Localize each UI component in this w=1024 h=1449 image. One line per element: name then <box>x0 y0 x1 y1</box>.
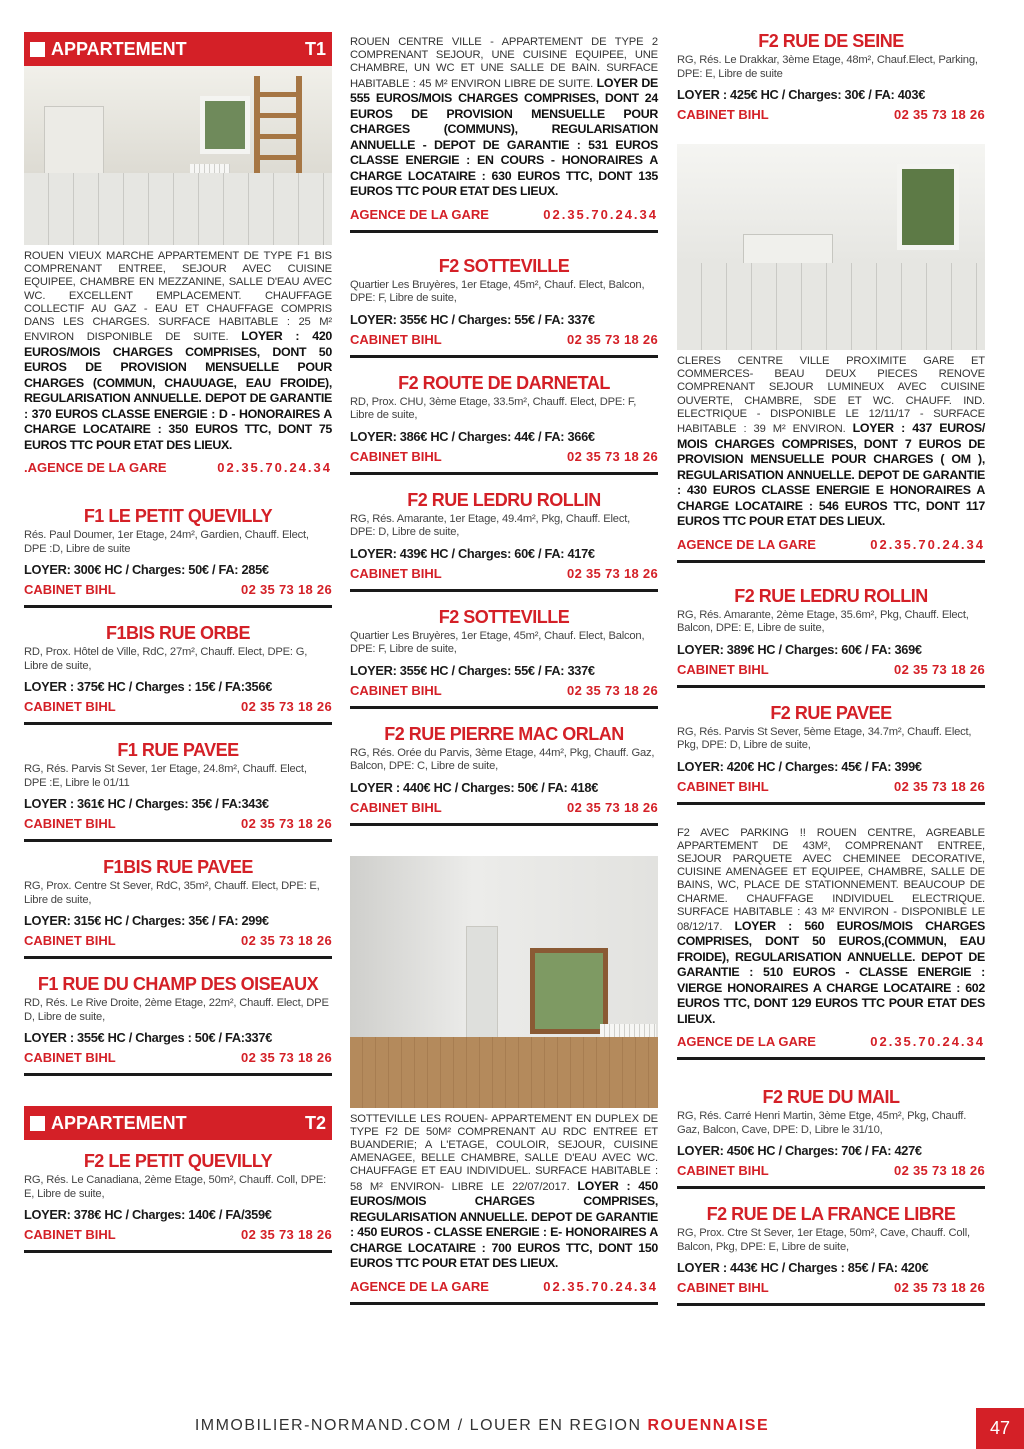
footer-site: IMMOBILIER-NORMAND.COM / LOUER EN REGION ROUENNAISE <box>194 1417 770 1434</box>
listing-title: F2 RUE PAVEE <box>770 702 892 723</box>
phone-number: 02 35 73 18 26 <box>567 682 658 698</box>
listing-details: RG, Rés. Orée du Parvis, 3ème Etage, 44m², Pkg, Chauff. Gaz, Balcon, DPE: C, Libre de suite, <box>350 746 655 773</box>
listing-card <box>24 505 332 608</box>
agency-name: CABINET BIHL <box>677 661 769 677</box>
phone-number: 02 35 73 18 26 <box>567 799 658 815</box>
listing-details: Quartier Les Bruyères, 1er Etage, 45m², Chauf. Elect, Balcon, DPE: F, Libre de suite, <box>350 629 645 656</box>
listing-title: F2 RUE LEDRU ROLLIN <box>407 489 601 510</box>
listing-price: LOYER : 375€ HC / Charges : 15€ / FA:356€ <box>24 679 273 695</box>
listing-contact <box>24 460 332 475</box>
listing-title: F1 LE PETIT QUEVILLY <box>83 506 273 527</box>
listing-feature-sotteville <box>350 1113 658 1305</box>
agency-name: CABINET BIHL <box>350 448 442 464</box>
listing-details: Quartier Les Bruyères, 1er Etage, 45m², Chauf. Elect, Balcon, DPE: F, Libre de suite, <box>350 278 645 305</box>
listing-card <box>350 606 658 709</box>
listing-title: F2 RUE PIERRE MAC ORLAN <box>384 723 624 744</box>
listing-card <box>350 372 658 475</box>
listing-contact <box>350 683 658 698</box>
square-icon <box>30 1116 45 1131</box>
listing-details: RG, Rés. Le Drakkar, 3ème Etage, 48m², Chauf.Elect, Parking, DPE: E, Libre de suite <box>677 54 978 80</box>
agency-name: AGENCE DE LA GARE <box>350 1278 489 1294</box>
listing-title: F2 RUE DU MAIL <box>762 1087 900 1108</box>
listing-details: RG, Prox. Ctre St Sever, 1er Etage, 50m², Cave, Chauff. Coll, Balcon, Pkg, DPE: E, Libre de suite, <box>677 1227 970 1253</box>
listing-title: F2 SOTTEVILLE <box>438 255 570 276</box>
listing-title: F1BIS RUE ORBE <box>105 623 251 644</box>
listing-contact <box>350 800 658 815</box>
listing-card <box>677 1203 985 1306</box>
phone-number: 02 35 73 18 26 <box>894 1163 985 1179</box>
listing-title: F2 RUE DE LA FRANCE LIBRE <box>706 1204 956 1225</box>
listing-card <box>677 702 985 805</box>
phone-number: 02.35.70.24.34 <box>870 1034 985 1050</box>
phone-number: 02.35.70.24.34 <box>543 206 658 222</box>
listing-feature-rouen-centre <box>350 36 658 233</box>
listing-price: LOYER : 443€ HC / Charges : 85€ / FA: 420€ <box>677 1260 929 1276</box>
listing-title: F1BIS RUE PAVEE <box>103 857 253 878</box>
listing-price: LOYER: 315€ HC / Charges: 35€ / FA: 299€ <box>24 913 269 929</box>
listing-title: F2 ROUTE DE DARNETAL <box>398 372 610 393</box>
listing-contact <box>677 107 985 122</box>
listing-price: LOYER: 300€ HC / Charges: 50€ / FA: 285€ <box>24 562 269 578</box>
phone-number: 02 35 73 18 26 <box>241 816 332 832</box>
agency-name: CABINET BIHL <box>24 933 116 949</box>
listing-details: RG, Rés. Amarante, 1er Etage, 49.4m², Pkg, Chauff. Elect, DPE: D, Libre de suite, <box>350 512 631 539</box>
listing-details: RG, Rés. Le Canadiana, 2ème Etage, 50m², Chauff. Coll, DPE: E, Libre de suite, <box>24 1174 327 1200</box>
listing-contact <box>350 332 658 347</box>
banner-type: T1 <box>304 38 326 59</box>
listing-price: LOYER: 355€ HC / Charges: 55€ / FA: 337€ <box>350 662 595 678</box>
listing-price: LOYER : 355€ HC / Charges : 50€ / FA:337€ <box>24 1030 273 1046</box>
page-footer <box>0 1408 1024 1449</box>
listing-contact <box>677 1163 985 1178</box>
listing-price: LOYER : 425€ HC / Charges: 30€ / FA: 403€ <box>677 87 926 102</box>
listing-description: CLERES CENTRE VILLE PROXIMITE GARE ET COMMERCES- BEAU DEUX PIECES RENOVE COMPRENANT SEJOUR LUMINEUX AVEC CUISINE OUVERTE, CHAMBRE, SDE ET WC. CHAUFF. IND. ELECTRIQUE - DISPONIBLE LE 12/11/17 - SURFACE HABITABLE : 39 M² ENVIRON. LOYER : 437 EUROS/ MOIS CHARGES COMPRISES, DONT 7 EUROS DE PROVISION MENSUELLE POUR CHARGES ( OM ), REGULARISATION ANNUELLE. DEPOT DE GARANTIE : 430 EUROS CLASSE ENERGIE E HONORAIRES A CHARGE LOCATAIRE : 546 EUROS TTC, DONT 117 EUROS TTC POUR ETAT DES LIEUX. <box>677 355 986 529</box>
listing-contact <box>350 566 658 581</box>
column-middle <box>350 36 658 1305</box>
phone-number: 02 35 73 18 26 <box>241 1227 332 1243</box>
phone-number: 02.35.70.24.34 <box>870 536 985 552</box>
listing-feature-parking <box>677 827 985 1061</box>
listing-card <box>24 622 332 725</box>
listing-description: F2 AVEC PARKING !! ROUEN CENTRE, AGREABLE APPARTEMENT DE 43M², COMPRENANT ENTREE, SEJOUR PARQUETE AVEC CHEMINEE DECORATIVE, CUISINE AMENAGEE ET EQUIPEE, CHAMBRE, SALLE DE BAINS, WC, PLACE DE STATIONNEMENT. BEAUCOUP DE CHARME. CHAUFFAGE INDIVIDUEL ELECTRIQUE. SURFACE HABITABLE : 43 M² ENVIRON - DISPONIBLE LE 08/12/17. LOYER : 560 EUROS/MOIS CHARGES COMPRISES, DONT 50 EUROS,(COMMUN, EAU FROIDE), REGULARISATION ANNUELLE. DEPOT DE GARANTIE : 510 EUROS - CLASSE ENERGIE : VIERGE HONORAIRES A CHARGE LOCATAIRE : 602 EUROS TTC, DONT 129 EUROS TTC POUR ETAT DES LIEUX. <box>677 826 986 1026</box>
listing-contact <box>677 662 985 677</box>
listing-card <box>24 973 332 1076</box>
listing-contact <box>677 1034 985 1049</box>
phone-number: 02 35 73 18 26 <box>241 582 332 598</box>
listing-price: LOYER : 440€ HC / Charges: 50€ / FA: 418€ <box>350 779 599 795</box>
listing-details: RG, Rés. Amarante, 2ème Etage, 35.6m², Pkg, Chauff. Elect, Balcon, DPE: E, Libre de suite, <box>677 608 969 635</box>
listing-feature-cleres <box>677 355 985 563</box>
agency-name: AGENCE DE LA GARE <box>677 1034 816 1050</box>
listing-contact <box>24 933 332 948</box>
agency-name: CABINET BIHL <box>677 778 769 794</box>
listing-card <box>350 255 658 358</box>
listing-details: Rés. Paul Doumer, 1er Etage, 24m², Gardien, Chauff. Elect, DPE :D, Libre de suite <box>24 529 309 555</box>
listing-details: RD, Prox. Hôtel de Ville, RdC, 27m², Chauff. Elect, DPE: G, Libre de suite, <box>24 646 308 672</box>
listing-details: RD, Prox. CHU, 3ème Etage, 33.5m², Chauff. Elect, DPE: F, Libre de suite, <box>350 395 637 422</box>
listing-card <box>24 1150 332 1253</box>
agency-name: CABINET BIHL <box>24 816 116 832</box>
listing-description: SOTTEVILLE LES ROUEN- APPARTEMENT EN DUPLEX DE TYPE F2 DE 50M² COMPRENANT AU RDC ENTREE ET BUANDERIE; A L'ETAGE, COULOIR, SEJOUR, CUISINE AMENAGEE, BELLE CHAMBRE, SALLE D'EAU AVEC WC. CHAUFFAGE ET EAU INDIVIDUEL. SURFACE HABITABLE : 58 M² ENVIRON- LIBRE LE 22/07/2017. LOYER : 450 EUROS/MOIS CHARGES COMPRISES, REGULARISATION ANNUELLE. DEPOT DE GARANTIE : 450 EUROS - CLASSE ENERGIE : E- HONORAIRES A CHARGE LOCATAIRE : 700 EUROS TTC, DONT 150 EUROS TTC POUR ETAT DES LIEUX. <box>350 1112 658 1271</box>
listing-title: F2 LE PETIT QUEVILLY <box>83 1151 273 1172</box>
banner-label: APPARTEMENT <box>51 1112 187 1133</box>
listing-contact <box>24 699 332 714</box>
listing-contact <box>24 582 332 597</box>
listing-price: LOYER: 439€ HC / Charges: 60€ / FA: 417€ <box>350 545 595 561</box>
banner-type: T2 <box>304 1112 326 1133</box>
listing-contact <box>350 1279 658 1294</box>
listing-price: LOYER: 420€ HC / Charges: 45€ / FA: 399€ <box>677 758 922 774</box>
agency-name: CABINET BIHL <box>24 582 116 598</box>
listing-price: LOYER: 386€ HC / Charges: 44€ / FA: 366€ <box>350 428 595 444</box>
listing-details: RG, Rés. Parvis St Sever, 5ème Etage, 34.7m², Chauff. Elect, Pkg, DPE: D, Libre de suite, <box>677 725 972 752</box>
listing-title: F2 RUE DE SEINE <box>758 31 904 51</box>
agency-name: CABINET BIHL <box>350 799 442 815</box>
listing-contact <box>350 207 658 222</box>
listing-contact <box>677 779 985 794</box>
listing-card <box>677 30 985 122</box>
agency-name: .AGENCE DE LA GARE <box>24 460 167 476</box>
listing-price: LOYER: 355€ HC / Charges: 55€ / FA: 337€ <box>350 311 595 327</box>
agency-name: CABINET BIHL <box>24 1227 116 1243</box>
listing-description: ROUEN VIEUX MARCHE APPARTEMENT DE TYPE F1 BIS COMPRENANT ENTREE, SEJOUR AVEC CUISINE EQUIPEE, CHAMBRE EN MEZZANINE, SALLE D'EAU AVEC WC. EXCELLENT EMPLACEMENT. CHAUFFAGE COLLECTIF AU GAZ - EAU ET CHAUFFAGE COMPRIS DANS LES CHARGES. SURFACE HABITABLE : 25 M² ENVIRON DISPONIBLE DE SUITE. LOYER : 420 EUROS/MOIS CHARGES COMPRISES, DONT 50 EUROS DE PROVISION MENSUELLE POUR CHARGES (COMMUN, CHAUUAGE, EAU FROIDE), REGULARISATION ANNUELLE. DEPOT DE GARANTIE : 370 EUROS CLASSE ENERGIE : D - HONORAIRES A CHARGE LOCATAIRE : 350 EUROS TTC, DONT 75 EUROS TTC POUR ETAT DES LIEUX. <box>24 250 332 452</box>
listing-card <box>24 856 332 959</box>
category-banner-t2 <box>24 1106 332 1140</box>
listing-contact <box>677 1280 985 1295</box>
agency-name: CABINET BIHL <box>24 699 116 715</box>
listing-price: LOYER: 378€ HC / Charges: 140€ / FA/359€ <box>24 1207 272 1223</box>
banner-label: APPARTEMENT <box>51 38 187 59</box>
square-icon <box>30 42 45 57</box>
listing-price: LOYER : 361€ HC / Charges: 35€ / FA:343€ <box>24 796 269 812</box>
agency-name: CABINET BIHL <box>677 1280 769 1296</box>
agency-name: CABINET BIHL <box>350 682 442 698</box>
agency-name: CABINET BIHL <box>677 1163 769 1179</box>
listing-contact <box>677 537 985 552</box>
listing-card <box>350 723 658 826</box>
listing-title: F1 RUE PAVEE <box>117 740 239 761</box>
agency-name: CABINET BIHL <box>350 565 442 581</box>
phone-number: 02 35 73 18 26 <box>567 448 658 464</box>
listing-title: F2 RUE LEDRU ROLLIN <box>734 585 928 606</box>
phone-number: 02 35 73 18 26 <box>241 933 332 949</box>
listing-card <box>24 739 332 842</box>
listing-contact <box>350 449 658 464</box>
phone-number: 02 35 73 18 26 <box>241 699 332 715</box>
column-left <box>24 32 332 1253</box>
phone-number: 02 35 73 18 26 <box>894 661 985 677</box>
listing-contact <box>24 1050 332 1065</box>
listing-description: ROUEN CENTRE VILLE - APPARTEMENT DE TYPE 2 COMPRENANT SEJOUR, UNE CUISINE EQUIPEE, UNE CHAMBRE, UN WC ET UNE SALLE DE BAIN. SURFACE HABITABLE : 45 M² ENVIRON LIBRE DE SUITE. LOYER DE 555 EUROS/MOIS CHARGES COMPRISES, DONT 24 EUROS DE PROVISION MENSUELLE POUR CHARGES (COMMUNS), REGULARISATION ANNUELLE - DEPOT DE GARANTIE : 531 EUROS CLASSE ENERGIE : EN COURS - HONORAIRES A CHARGE LOCATAIRE : 630 EUROS TTC, DONT 135 EUROS TTC POUR ETAT DES LIEUX. <box>350 36 658 199</box>
listing-price: LOYER: 389€ HC / Charges: 60€ / FA: 369€ <box>677 641 922 657</box>
agency-name: AGENCE DE LA GARE <box>350 206 489 222</box>
listing-details: RG, Prox. Centre St Sever, RdC, 35m², Chauff. Elect, DPE: E, Libre de suite, <box>24 880 320 906</box>
agency-name: AGENCE DE LA GARE <box>677 536 816 552</box>
phone-number: 02.35.70.24.34 <box>217 460 332 476</box>
phone-number: 02.35.70.24.34 <box>543 1278 658 1294</box>
listing-feature-t1 <box>24 250 332 475</box>
agency-name: CABINET BIHL <box>24 1050 116 1066</box>
page-number: 47 <box>976 1408 1024 1449</box>
phone-number: 02 35 73 18 26 <box>894 1280 985 1296</box>
phone-number: 02 35 73 18 26 <box>567 565 658 581</box>
listing-price: LOYER: 450€ HC / Charges: 70€ / FA: 427€ <box>677 1143 922 1159</box>
column-right <box>677 30 985 1306</box>
agency-name: CABINET BIHL <box>350 331 442 347</box>
listing-contact <box>24 816 332 831</box>
listing-details: RG, Rés. Carré Henri Martin, 3ème Etge, 45m², Pkg, Chauff. Gaz, Balcon, Cave, DPE: D, Libre le 31/10, <box>677 1110 967 1136</box>
listing-details: RD, Rés. Le Rive Droite, 2ème Etage, 22m², Chauff. Elect, DPE D, Libre de suite, <box>24 997 329 1023</box>
listing-details: RG, Rés. Parvis St Sever, 1er Etage, 24.8m², Chauff. Elect, DPE :E, Libre le 01/11 <box>24 763 307 789</box>
listing-card <box>677 1086 985 1189</box>
apartment-photo-duplex <box>350 856 658 1108</box>
phone-number: 02 35 73 18 26 <box>567 331 658 347</box>
listing-title: F1 RUE DU CHAMP DES OISEAUX <box>37 974 319 995</box>
listing-contact <box>24 1227 332 1242</box>
listing-card <box>350 489 658 592</box>
phone-number: 02 35 73 18 26 <box>241 1050 332 1066</box>
apartment-photo-mezzanine <box>24 66 332 245</box>
listing-card <box>677 585 985 688</box>
category-banner-t1 <box>24 32 332 66</box>
phone-number: 02 35 73 18 26 <box>894 107 985 122</box>
apartment-photo-kitchen <box>677 144 985 350</box>
agency-name: CABINET BIHL <box>677 107 769 122</box>
listing-title: F2 SOTTEVILLE <box>438 606 570 627</box>
phone-number: 02 35 73 18 26 <box>894 778 985 794</box>
